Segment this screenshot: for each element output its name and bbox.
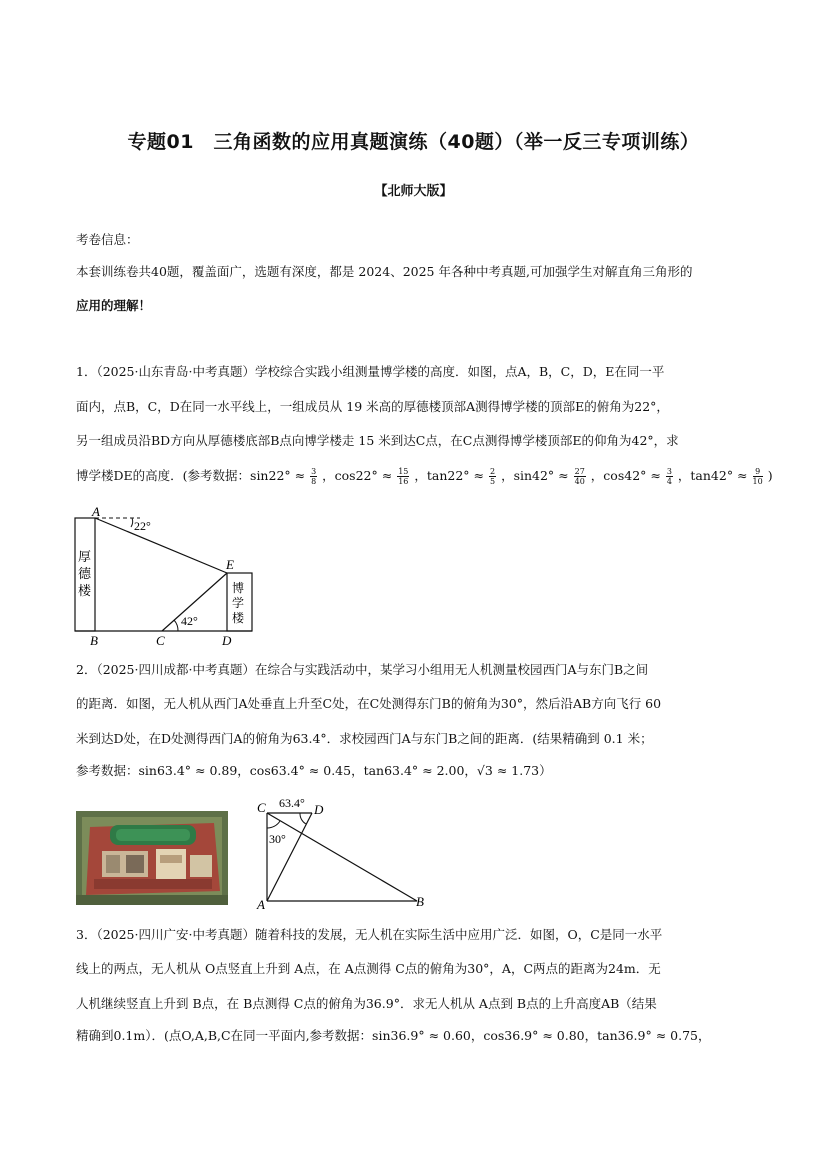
building-boxue-char-2: 学 bbox=[232, 596, 245, 610]
angle-label-30: 30° bbox=[269, 832, 286, 846]
q1-fraction-sin22 bbox=[310, 467, 317, 486]
q1-ref-text-g: ) bbox=[767, 468, 773, 483]
frac-numerator: 3 bbox=[311, 467, 317, 476]
point-B: B bbox=[416, 894, 424, 909]
q2-line2: 的距离．如图，无人机从西门A处垂直上升至C处，在C处测得东门B的俯角为30°，然后沿AB方向飞行 60 bbox=[76, 696, 662, 711]
q2-line4: 参考数据：sin63.4° ≈ 0.89，cos63.4° ≈ 0.45，tan63.4° ≈ 2.00，√3 ≈ 1.73） bbox=[76, 763, 552, 778]
q1-ref-text-d: ，sin42° ≈ bbox=[501, 468, 569, 483]
frac-numerator: 15 bbox=[398, 467, 409, 476]
q1-ref-text-f: ，tan42° ≈ bbox=[677, 468, 748, 483]
angle-arc-30 bbox=[267, 821, 280, 828]
point-A: A bbox=[92, 504, 100, 519]
q1-fraction-tan22 bbox=[489, 467, 496, 486]
q1-ref-text-e: ，cos42° ≈ bbox=[590, 468, 661, 483]
angle-arc-63 bbox=[300, 813, 306, 824]
q3-line3: 人机继续竖直上升到 B点，在 B点测得 C点的俯角为36.9°．求无人机从 A点到 B点的上升高度AB（结果 bbox=[76, 996, 657, 1011]
frac-denominator: 16 bbox=[398, 477, 409, 486]
q1-fraction-cos22 bbox=[397, 467, 409, 486]
building-houde-char-2: 德 bbox=[78, 566, 92, 581]
frac-denominator: 5 bbox=[489, 477, 496, 486]
frac-numerator: 3 bbox=[666, 467, 672, 476]
q2-line3: 米到达D处，在D处测得西门A的俯角为63.4°．求校园西门A与东门B之间的距离．(结果精确到 0.1 米； bbox=[76, 731, 653, 746]
building-boxue-char-1: 博 bbox=[232, 581, 245, 595]
point-B: B bbox=[90, 633, 98, 648]
angle-label-22: 22° bbox=[134, 519, 151, 533]
point-D: D bbox=[314, 802, 324, 817]
point-A: A bbox=[257, 897, 265, 912]
q1-line2: 面内，点B，C，D在同一水平线上，一组成员从 19 米高的厚德楼顶部A测得博学楼的顶部E的俯角为22°， bbox=[76, 399, 669, 414]
q1-ref-text-c: ，tan22° ≈ bbox=[414, 468, 484, 483]
intro-text-line1: 本套训练卷共40题，覆盖面广，选题有深度，都是 2024、2025 年各种中考真题,可加强学生对解直角三角形的 bbox=[76, 264, 693, 279]
building-houde-char-1: 厚 bbox=[78, 549, 92, 564]
building-houde-char-3: 楼 bbox=[78, 583, 92, 598]
q1-fraction-sin42 bbox=[574, 467, 586, 486]
frac-numerator: 27 bbox=[574, 467, 585, 476]
campus-aerial-photo bbox=[76, 811, 228, 905]
q1-ref-text-a: 博学楼DE的高度．(参考数据：sin22° ≈ bbox=[76, 468, 306, 483]
intro-text-line2: 应用的理解！ bbox=[76, 298, 152, 313]
page-title: 专题01 三角函数的应用真题演练（40题）（举一反三专项训练） bbox=[127, 131, 700, 153]
point-C: C bbox=[257, 800, 266, 815]
q1-line1: 1．（2025·山东青岛·中考真题）学校综合实践小组测量博学楼的高度．如图，点A，B，C，D，E在同一平 bbox=[76, 364, 665, 379]
q1-line3: 另一组成员沿BD方向从厚德楼底部B点向博学楼走 15 米到达C点，在C点测得博学楼顶部E的仰角为42°，求 bbox=[76, 433, 679, 448]
angle-label-42: 42° bbox=[181, 614, 198, 628]
intro-label: 考卷信息： bbox=[76, 232, 139, 247]
angle-arc-42 bbox=[174, 620, 178, 631]
point-C: C bbox=[156, 633, 165, 648]
building-boxue-char-3: 楼 bbox=[232, 611, 245, 625]
frac-denominator: 4 bbox=[666, 477, 672, 486]
q1-line4 bbox=[76, 466, 773, 486]
frac-denominator: 8 bbox=[311, 477, 317, 486]
sightline-AE bbox=[95, 518, 227, 573]
point-E: E bbox=[226, 557, 234, 572]
q1-ref-text-b: ，cos22° ≈ bbox=[322, 468, 393, 483]
frac-numerator: 9 bbox=[753, 467, 763, 477]
frac-denominator: 40 bbox=[574, 477, 585, 486]
point-D: D bbox=[222, 633, 232, 648]
frac-denominator: 10 bbox=[752, 477, 763, 486]
frac-numerator: 2 bbox=[489, 467, 496, 476]
q2-line1: 2．（2025·四川成都·中考真题）在综合与实践活动中，某学习小组用无人机测量校园西门A与东门B之间 bbox=[76, 662, 649, 677]
edition-label: 【北师大版】 bbox=[374, 184, 453, 199]
angle-arc-22 bbox=[131, 518, 133, 527]
q3-line4: 精确到0.1m）．(点O,A,B,C在同一平面内,参考数据：sin36.9° ≈ 0.60，cos36.9° ≈ 0.80，tan36.9° ≈ 0.75， bbox=[76, 1028, 711, 1043]
q1-fraction-cos42 bbox=[666, 467, 673, 486]
q3-line2: 线上的两点，无人机从 O点竖直上升到 A点，在 A点测得 C点的俯角为30°，A，C两点的距离为24m．无 bbox=[76, 961, 661, 976]
q1-figure bbox=[70, 503, 260, 648]
q1-fraction-tan42 bbox=[753, 467, 763, 486]
q2-figure bbox=[250, 790, 440, 915]
q3-line1: 3．（2025·四川广安·中考真题）随着科技的发展，无人机在实际生活中应用广泛．如图，O，C是同一水平 bbox=[76, 927, 663, 942]
angle-label-63: 63.4° bbox=[279, 796, 305, 810]
